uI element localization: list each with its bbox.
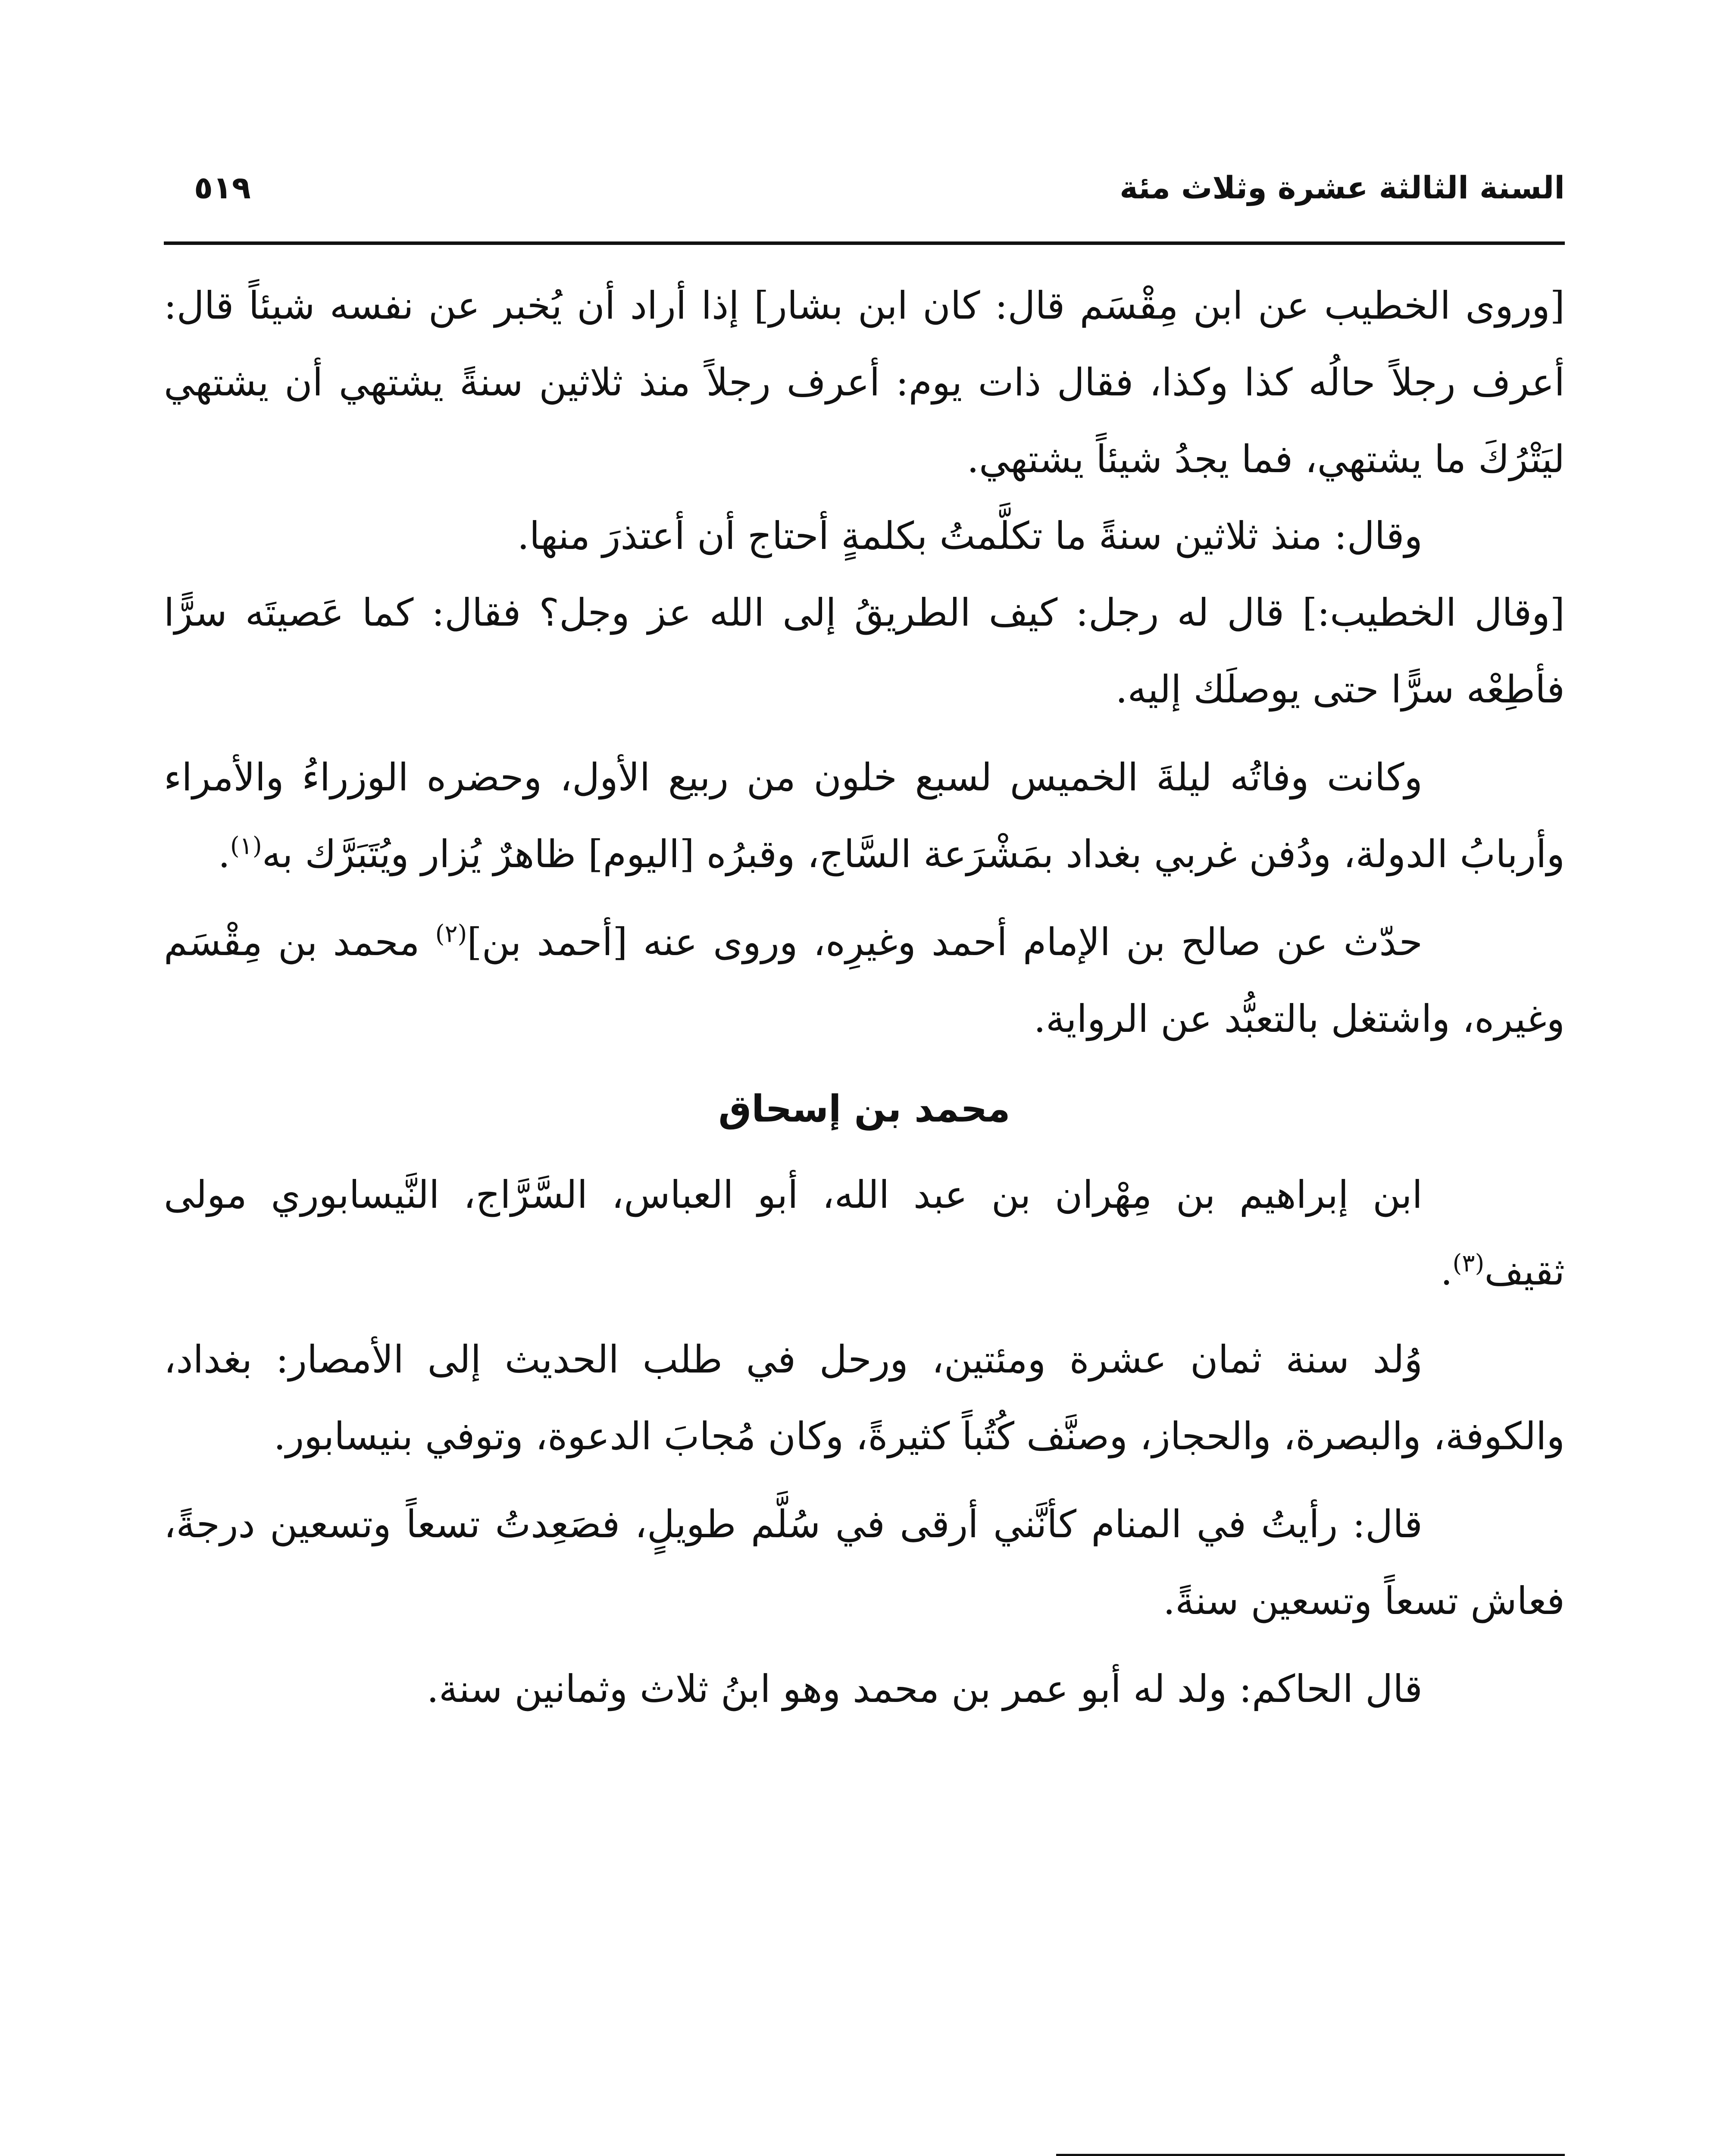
footnote-marker: (١): [230, 832, 262, 860]
paragraph: [164, 1321, 1565, 1475]
paragraph: [164, 574, 1565, 728]
running-title: السنة الثالثة عشرة وثلاث مئة: [1120, 169, 1565, 206]
paragraph: [164, 498, 1565, 574]
paragraph: [164, 1156, 1565, 1310]
paragraph-text: [وقال الخطيب:] قال له رجل: كيف الطريقُ إلى الله عز وجل؟ فقال: كما عَصيتَه سرًّا فأطِعْه سرًّا حتى يوصلَك إليه.: [164, 590, 1565, 711]
paragraph-continuation: محمد بن مِقْسَم وغيره، واشتغل بالتعبُّد عن الرواية.: [164, 920, 1565, 1041]
paragraph-text: وكانت وفاتُه ليلةَ الخميس لسبع خلون من ربيع الأول، وحضره الوزراءُ والأمراء وأربابُ الدولة، ودُفن غربي بغداد بمَشْرَعة السَّاج، وقبرُه [اليوم] ظاهرٌ يُزار ويُتَبَرَّك به: [164, 755, 1565, 876]
page-number: ٥١٩: [194, 169, 251, 206]
paragraph: [164, 739, 1565, 893]
paragraph-text: وُلد سنة ثمان عشرة ومئتين، ورحل في طلب الحديث إلى الأمصار: بغداد، والكوفة، والبصرة، والحجاز، وصنَّف كُتُباً كثيرةً، وكان مُجابَ الدعوة، وتوفي بنيسابور.: [164, 1337, 1565, 1458]
header-rule: [164, 241, 1565, 245]
paragraph: [164, 1651, 1565, 1727]
sentence-end: .: [1440, 1249, 1453, 1294]
footnote-rule: [1056, 2154, 1565, 2156]
main-text: [164, 267, 1565, 1727]
paragraph-text: [وروى الخطيب عن ابن مِقْسَم قال: كان ابن بشار] إذا أراد أن يُخبر عن نفسه شيئاً قال: أعرف رجلاً حالُه كذا وكذا، فقال ذات يوم: أعرف رجلاً منذ ثلاثين سنةً يشتهي أن يشتهي ليَتْرُكَ ما يشتهي، فما يجدُ شيئاً يشتهي.: [164, 283, 1565, 481]
paragraph: [164, 267, 1565, 498]
paragraph: [164, 1486, 1565, 1639]
paragraph-text: وقال: منذ ثلاثين سنةً ما تكلَّمتُ بكلمةٍ أحتاج أن أعتذرَ منها.: [517, 514, 1423, 558]
paragraph-text: حدّث عن صالح بن الإمام أحمد وغيرِه، وروى عنه [أحمد بن]: [467, 920, 1423, 964]
footnote-marker: (٣): [1452, 1249, 1485, 1278]
paragraph-text: ابن إبراهيم بن مِهْران بن عبد الله، أبو العباس، السَّرَّاج، النَّيسابوري مولى ثقيف: [164, 1172, 1565, 1294]
paragraph-text: قال: رأيتُ في المنام كأنَّني أرقى في سُلَّم طويلٍ، فصَعِدتُ تسعاً وتسعين درجةً، فعاش تسعاً وتسعين سنةً.: [164, 1502, 1565, 1623]
footnote-marker: (٢): [435, 920, 467, 948]
page-header: [164, 160, 1565, 224]
paragraph-text: قال الحاكم: ولد له أبو عمر بن محمد وهو ابنُ ثلاث وثمانين سنة.: [426, 1667, 1423, 1711]
section-heading: محمد بن إسحاق: [718, 1087, 1010, 1131]
paragraph: [164, 904, 1565, 1057]
sentence-end: .: [218, 832, 230, 876]
